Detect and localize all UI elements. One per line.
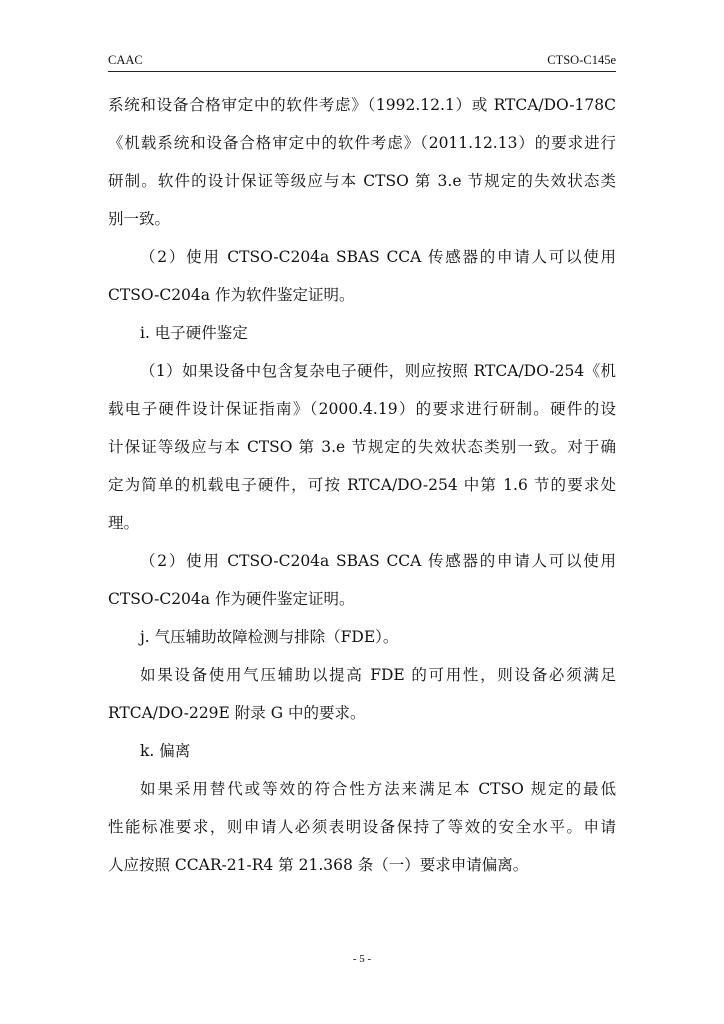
body-line: 别一致。 bbox=[108, 210, 171, 228]
header-divider bbox=[108, 71, 616, 72]
body-line: 人应按照 CCAR-21-R4 第 21.368 条（一）要求申请偏离。 bbox=[108, 856, 529, 874]
body-line: （2）使用 CTSO-C204a SBAS CCA 传感器的申请人可以使用 bbox=[140, 552, 616, 570]
body-line: （1）如果设备中包含复杂电子硬件，则应按照 RTCA/DO-254《机 bbox=[140, 362, 616, 380]
body-line: CTSO-C204a 作为硬件鉴定证明。 bbox=[108, 590, 355, 608]
body-line: 如果设备使用气压辅助以提高 FDE 的可用性，则设备必须满足 bbox=[140, 666, 616, 684]
body-line: 载电子硬件设计保证指南》（2000.4.19）的要求进行研制。硬件的设 bbox=[108, 400, 616, 418]
section-heading-j: j. 气压辅助故障检测与排除（FDE）。 bbox=[140, 628, 399, 646]
header-left-label: CAAC bbox=[108, 53, 143, 67]
body-line: 定为简单的机载电子硬件，可按 RTCA/DO-254 中第 1.6 节的要求处 bbox=[108, 476, 616, 494]
body-line: CTSO-C204a 作为软件鉴定证明。 bbox=[108, 286, 355, 304]
header-right-doc-id: CTSO-C145e bbox=[547, 53, 616, 67]
section-heading-k: k. 偏离 bbox=[140, 742, 191, 760]
body-line: 系统和设备合格审定中的软件考虑》（1992.12.1）或 RTCA/DO-178C bbox=[108, 96, 616, 114]
page-number: - 5 - bbox=[352, 953, 372, 965]
body-line: RTCA/DO-229E 附录 G 中的要求。 bbox=[108, 704, 366, 722]
section-heading-i: i. 电子硬件鉴定 bbox=[140, 324, 248, 342]
body-line: 如果采用替代或等效的符合性方法来满足本 CTSO 规定的最低 bbox=[140, 780, 616, 798]
page-header bbox=[108, 50, 616, 70]
body-line: 研制。软件的设计保证等级应与本 CTSO 第 3.e 节规定的失效状态类 bbox=[108, 172, 616, 190]
body-line: 《机载系统和设备合格审定中的软件考虑》（2011.12.13）的要求进行 bbox=[108, 134, 616, 152]
body-line: 性能标准要求，则申请人必须表明设备保持了等效的安全水平。申请 bbox=[108, 818, 616, 836]
body-line: 计保证等级应与本 CTSO 第 3.e 节规定的失效状态类别一致。对于确 bbox=[108, 438, 616, 456]
body-line: 理。 bbox=[108, 514, 140, 532]
body-line: （2）使用 CTSO-C204a SBAS CCA 传感器的申请人可以使用 bbox=[140, 248, 616, 266]
